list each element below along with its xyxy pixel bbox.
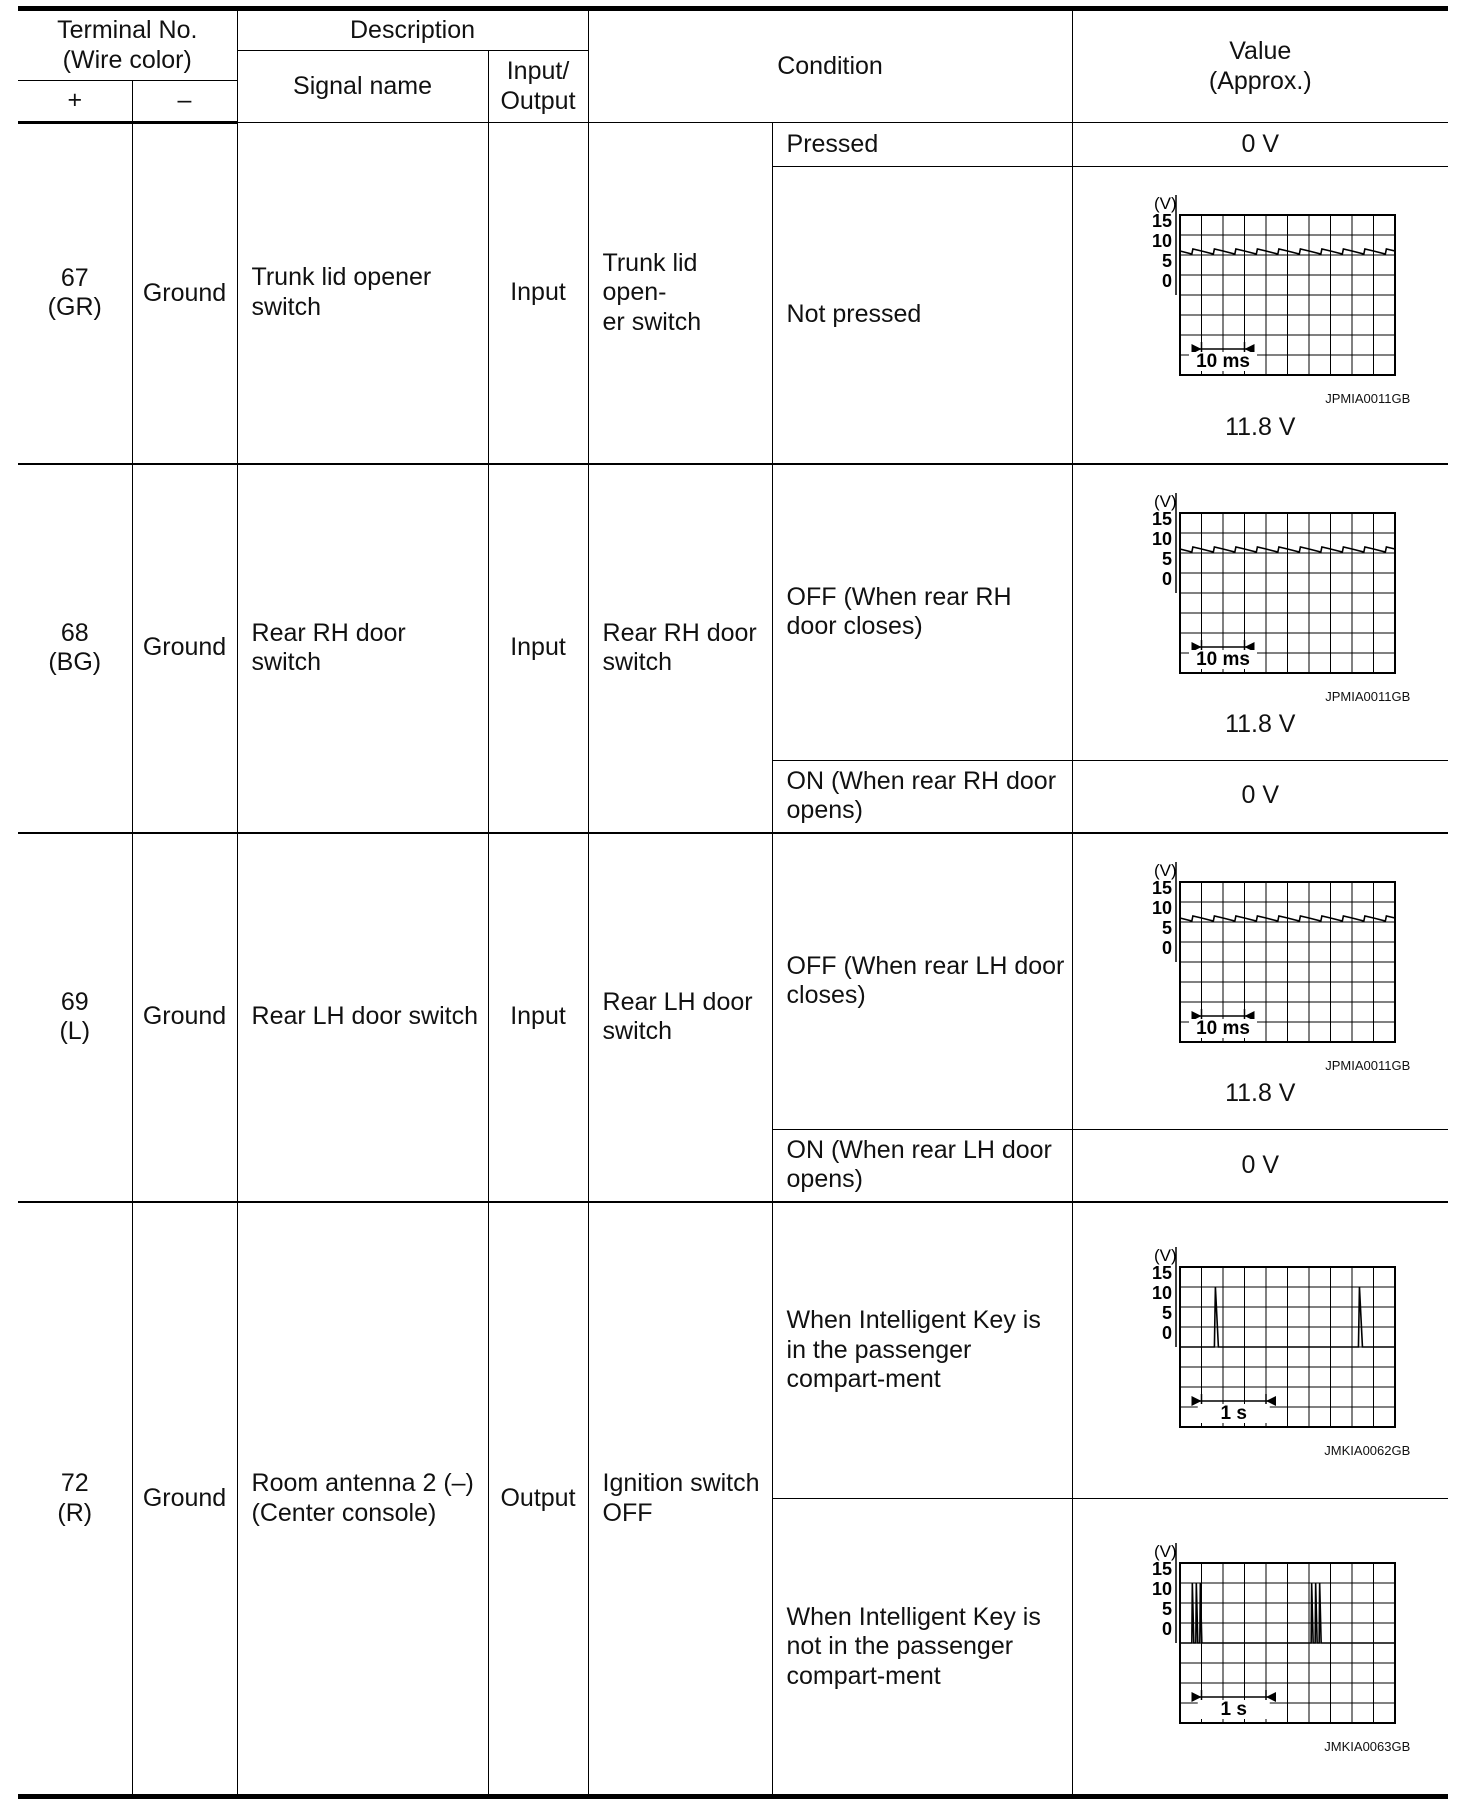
condition-main: Trunk lid open- er switch (602, 248, 702, 336)
y-tick-label: 10 (1152, 897, 1173, 918)
y-tick-label: 5 (1162, 917, 1173, 938)
value-header (1072, 11, 1448, 123)
y-tick-label: 5 (1162, 251, 1173, 272)
y-tick-label: 10 (1152, 231, 1173, 252)
io-cell: Output (488, 1202, 588, 1796)
condition-main-cell (588, 1202, 772, 1796)
value-reading: 11.8 V (1225, 1079, 1296, 1108)
value-cell: 0 V (1072, 760, 1448, 832)
wire-color: (BG) (48, 648, 102, 677)
condition-main: Rear LH door switch (602, 987, 753, 1046)
y-tick-label: 0 (1162, 1322, 1173, 1343)
waveform-graph (1110, 187, 1410, 387)
value-cell: 0 V (1072, 123, 1448, 167)
y-tick-label: 5 (1162, 1599, 1173, 1620)
bottom-rule (18, 1794, 1448, 1799)
waveform-graph (1110, 1535, 1410, 1735)
terminal-number: 68 (60, 618, 89, 647)
y-tick-label: 0 (1162, 271, 1173, 292)
input-label: Input/ (506, 57, 570, 85)
y-tick-label: 0 (1162, 1619, 1173, 1640)
figure-code: JPMIA0011GB (1325, 1057, 1411, 1073)
condition-sub-cell: Pressed (772, 123, 1072, 167)
input-output-header (488, 51, 588, 123)
time-scale-label: 10 ms (1196, 1017, 1251, 1039)
terminal-cell (18, 123, 132, 464)
value-reading: 11.8 V (1225, 412, 1296, 441)
terminal-no-label: Terminal No. (57, 16, 198, 44)
time-scale-label: 1 s (1220, 1699, 1248, 1721)
axis-unit-label: (V) (1154, 491, 1177, 511)
wire-color-label: (Wire color) (62, 45, 192, 74)
scope-value-cell (1072, 464, 1448, 761)
wire-color: (GR) (47, 293, 102, 322)
time-scale-label: 10 ms (1196, 648, 1251, 670)
wire-color: (L) (59, 1017, 91, 1046)
scope-value-cell (1072, 1499, 1448, 1796)
io-cell: Input (488, 123, 588, 464)
axis-unit-label: (V) (1154, 1542, 1177, 1562)
condition-sub-cell: ON (When rear RH door opens) (772, 760, 1072, 832)
value-reading: 11.8 V (1225, 710, 1296, 739)
figure-code: JPMIA0011GB (1325, 391, 1411, 407)
signal-name: Rear LH door switch (251, 1002, 478, 1031)
condition-sub-cell: When Intelligent Key is not in the passenger compart-ment (772, 1499, 1072, 1796)
signal-name-cell (237, 1202, 488, 1796)
oscilloscope-figure (1110, 854, 1410, 1073)
y-tick-label: 0 (1162, 568, 1173, 589)
io-cell: Input (488, 464, 588, 833)
signal-name-cell (237, 833, 488, 1202)
y-tick-label: 10 (1152, 1282, 1173, 1303)
condition-main-cell (588, 464, 772, 833)
io-cell: Input (488, 833, 588, 1202)
axis-unit-label: (V) (1154, 860, 1177, 880)
condition-main-cell (588, 123, 772, 464)
figure-code: JMKIA0063GB (1324, 1739, 1411, 1755)
terminal-cell (18, 464, 132, 833)
terminal-number: 67 (60, 263, 89, 292)
plus-header: + (18, 81, 132, 123)
oscilloscope-figure (1110, 187, 1410, 406)
oscilloscope-figure (1110, 485, 1410, 704)
signal-name-cell (237, 464, 488, 833)
condition-main: Ignition switch OFF (602, 1469, 760, 1527)
condition-sub-cell: When Intelligent Key is in the passenger compart-ment (772, 1202, 1072, 1499)
signal-name: Trunk lid opener switch (251, 263, 432, 321)
terminal-cell (18, 1202, 132, 1796)
signal-name-header: Signal name (237, 51, 488, 123)
value-label: Value (1229, 37, 1292, 65)
condition-main: Rear RH door switch (602, 618, 757, 677)
figure-code: JPMIA0011GB (1325, 688, 1411, 704)
minus-cell: Ground (132, 833, 237, 1202)
minus-cell: Ground (132, 464, 237, 833)
y-tick-label: 0 (1162, 937, 1173, 958)
waveform-graph (1110, 854, 1410, 1054)
wire-color: (R) (57, 1498, 93, 1527)
y-tick-label: 15 (1152, 211, 1173, 232)
signal-name-cell (237, 123, 488, 464)
figure-code: JMKIA0062GB (1324, 1442, 1411, 1458)
y-tick-label: 5 (1162, 548, 1173, 569)
table-body (18, 123, 1448, 1796)
terminal-number: 69 (60, 987, 89, 1016)
scope-value-cell (1072, 1202, 1448, 1499)
minus-header: – (132, 81, 237, 123)
condition-sub-cell: ON (When rear LH door opens) (772, 1129, 1072, 1201)
y-tick-label: 15 (1152, 508, 1173, 529)
y-tick-label: 15 (1152, 877, 1173, 898)
y-tick-label: 5 (1162, 1302, 1173, 1323)
signal-name: Room antenna 2 (–) (Center console) (251, 1469, 474, 1527)
value-cell: 0 V (1072, 1129, 1448, 1201)
time-scale-label: 10 ms (1196, 351, 1251, 373)
axis-unit-label: (V) (1154, 1245, 1177, 1265)
oscilloscope-figure (1110, 1535, 1410, 1754)
minus-cell: Ground (132, 1202, 237, 1796)
approx-label: (Approx.) (1208, 66, 1312, 95)
condition-main-cell (588, 833, 772, 1202)
output-label: Output (500, 86, 576, 115)
minus-cell: Ground (132, 123, 237, 464)
condition-sub-cell: OFF (When rear LH door closes) (772, 833, 1072, 1130)
y-tick-label: 15 (1152, 1262, 1173, 1283)
terminal-number: 72 (60, 1469, 89, 1498)
terminal-spec-table (18, 10, 1448, 1796)
oscilloscope-figure (1110, 1239, 1410, 1458)
y-tick-label: 15 (1152, 1559, 1173, 1580)
y-tick-label: 10 (1152, 528, 1173, 549)
signal-name: Rear RH door switch (251, 618, 406, 677)
condition-sub-cell: OFF (When rear RH door closes) (772, 464, 1072, 761)
condition-sub-cell: Not pressed (772, 167, 1072, 464)
waveform-graph (1110, 1239, 1410, 1439)
axis-unit-label: (V) (1154, 194, 1177, 214)
description-header: Description (237, 11, 588, 51)
y-tick-label: 10 (1152, 1579, 1173, 1600)
waveform-graph (1110, 485, 1410, 685)
terminal-no-header (18, 11, 237, 81)
terminal-cell (18, 833, 132, 1202)
scope-value-cell (1072, 833, 1448, 1130)
time-scale-label: 1 s (1220, 1402, 1248, 1424)
condition-header: Condition (588, 11, 1072, 123)
scope-value-cell (1072, 167, 1448, 464)
